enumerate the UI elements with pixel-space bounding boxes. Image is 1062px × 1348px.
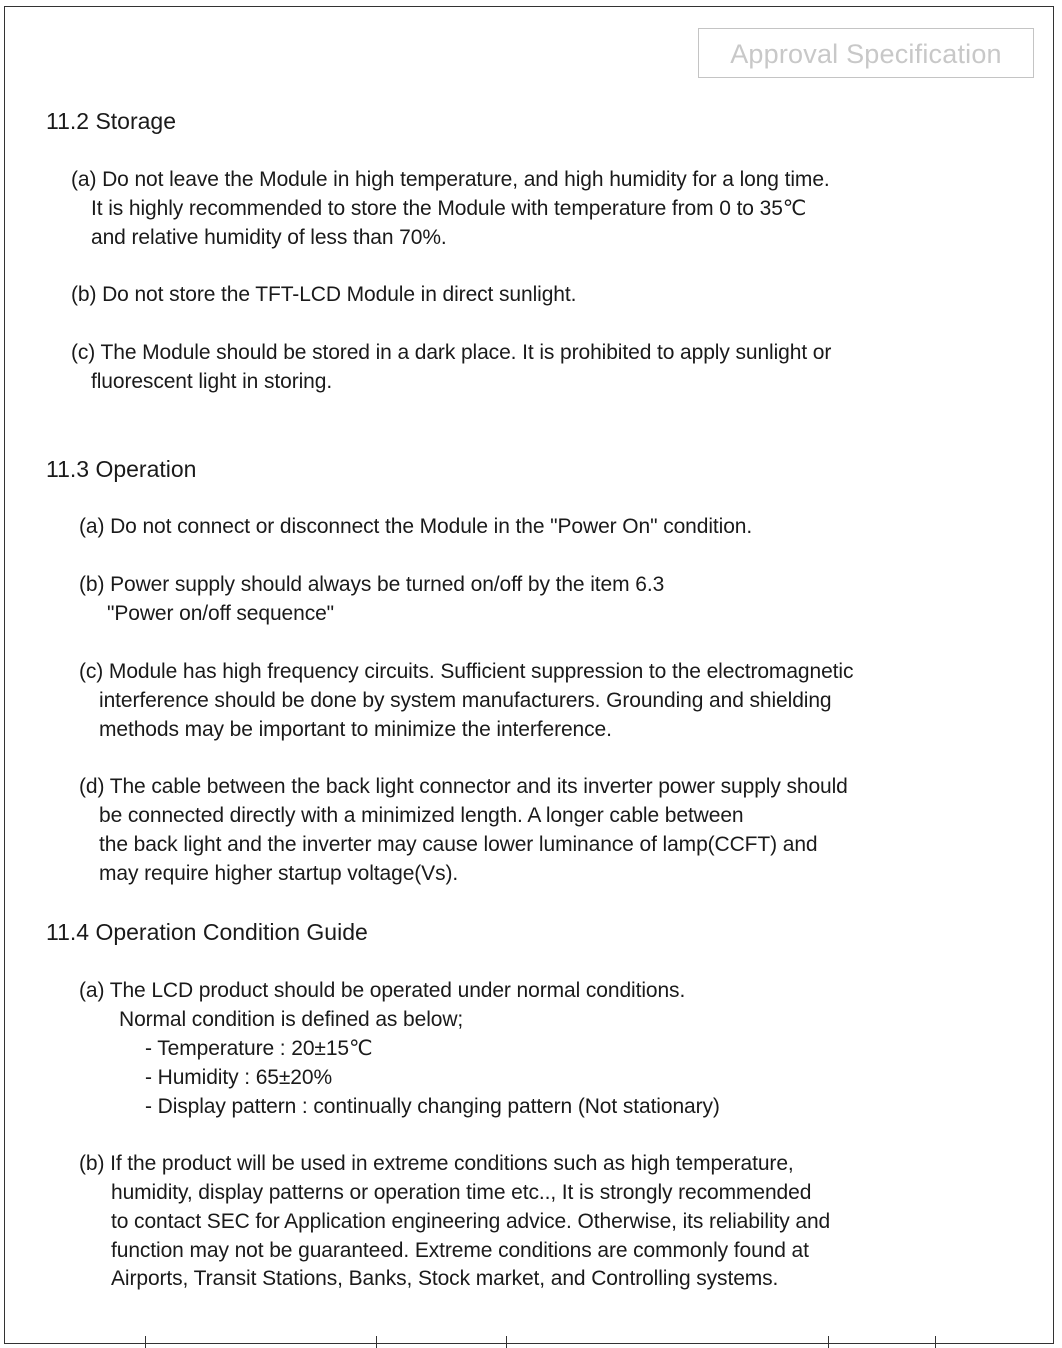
condition-b-line: Airports, Transit Stations, Banks, Stock market, and Controlling systems. (111, 1267, 779, 1290)
operation-d-line: (d) The cable between the back light connector and its inverter power supply should (79, 775, 848, 798)
operation-c-line: (c) Module has high frequency circuits. Sufficient suppression to the electromagnetic (79, 660, 854, 683)
condition-a-bullet: - Humidity : 65±20% (145, 1066, 333, 1089)
operation-c-line: methods may be important to minimize the interference. (99, 718, 612, 741)
condition-a-bullet: - Temperature : 20±15℃ (145, 1037, 373, 1060)
footer-divider (506, 1336, 507, 1348)
condition-b-line: (b) If the product will be used in extreme conditions such as high temperature, (79, 1152, 794, 1175)
section-title-condition: 11.4 Operation Condition Guide (46, 919, 368, 945)
condition-a-bullet: - Display pattern : continually changing pattern (Not stationary) (145, 1095, 720, 1118)
condition-b-line: function may not be guaranteed. Extreme conditions are commonly found at (111, 1239, 809, 1262)
storage-a-line: (a) Do not leave the Module in high temperature, and high humidity for a long time. (71, 168, 830, 191)
condition-a-line: Normal condition is defined as below; (119, 1008, 464, 1031)
storage-a-line: It is highly recommended to store the Module with temperature from 0 to 35℃ (91, 197, 807, 220)
condition-a-line: (a) The LCD product should be operated under normal conditions. (79, 979, 686, 1002)
operation-d-line: the back light and the inverter may cause lower luminance of lamp(CCFT) and (99, 833, 818, 856)
footer-divider (828, 1336, 829, 1348)
operation-b-line: (b) Power supply should always be turned on/off by the item 6.3 (79, 573, 665, 596)
operation-c-line: interference should be done by system manufacturers. Grounding and shielding (99, 689, 832, 712)
footer-divider (145, 1336, 146, 1348)
condition-b-line: humidity, display patterns or operation time etc.., It is strongly recommended (111, 1181, 812, 1204)
footer-table-edge (0, 1336, 1062, 1348)
storage-c-line: (c) The Module should be stored in a dark place. It is prohibited to apply sunlight or (71, 341, 832, 364)
storage-a-line: and relative humidity of less than 70%. (91, 226, 447, 249)
section-title-operation: 11.3 Operation (46, 456, 197, 482)
operation-d-line: be connected directly with a minimized length. A longer cable between (99, 804, 744, 827)
section-title-storage: 11.2 Storage (46, 108, 177, 134)
operation-a-line: (a) Do not connect or disconnect the Module in the "Power On" condition. (79, 515, 753, 538)
storage-b-line: (b) Do not store the TFT-LCD Module in direct sunlight. (71, 283, 577, 306)
condition-b-line: to contact SEC for Application engineering advice. Otherwise, its reliability and (111, 1210, 831, 1233)
approval-stamp: Approval Specification (698, 28, 1034, 78)
footer-divider (935, 1336, 936, 1348)
footer-divider (376, 1336, 377, 1348)
operation-b-line: "Power on/off sequence" (107, 602, 335, 625)
operation-d-line: may require higher startup voltage(Vs). (99, 862, 459, 885)
storage-c-line: fluorescent light in storing. (91, 370, 333, 393)
